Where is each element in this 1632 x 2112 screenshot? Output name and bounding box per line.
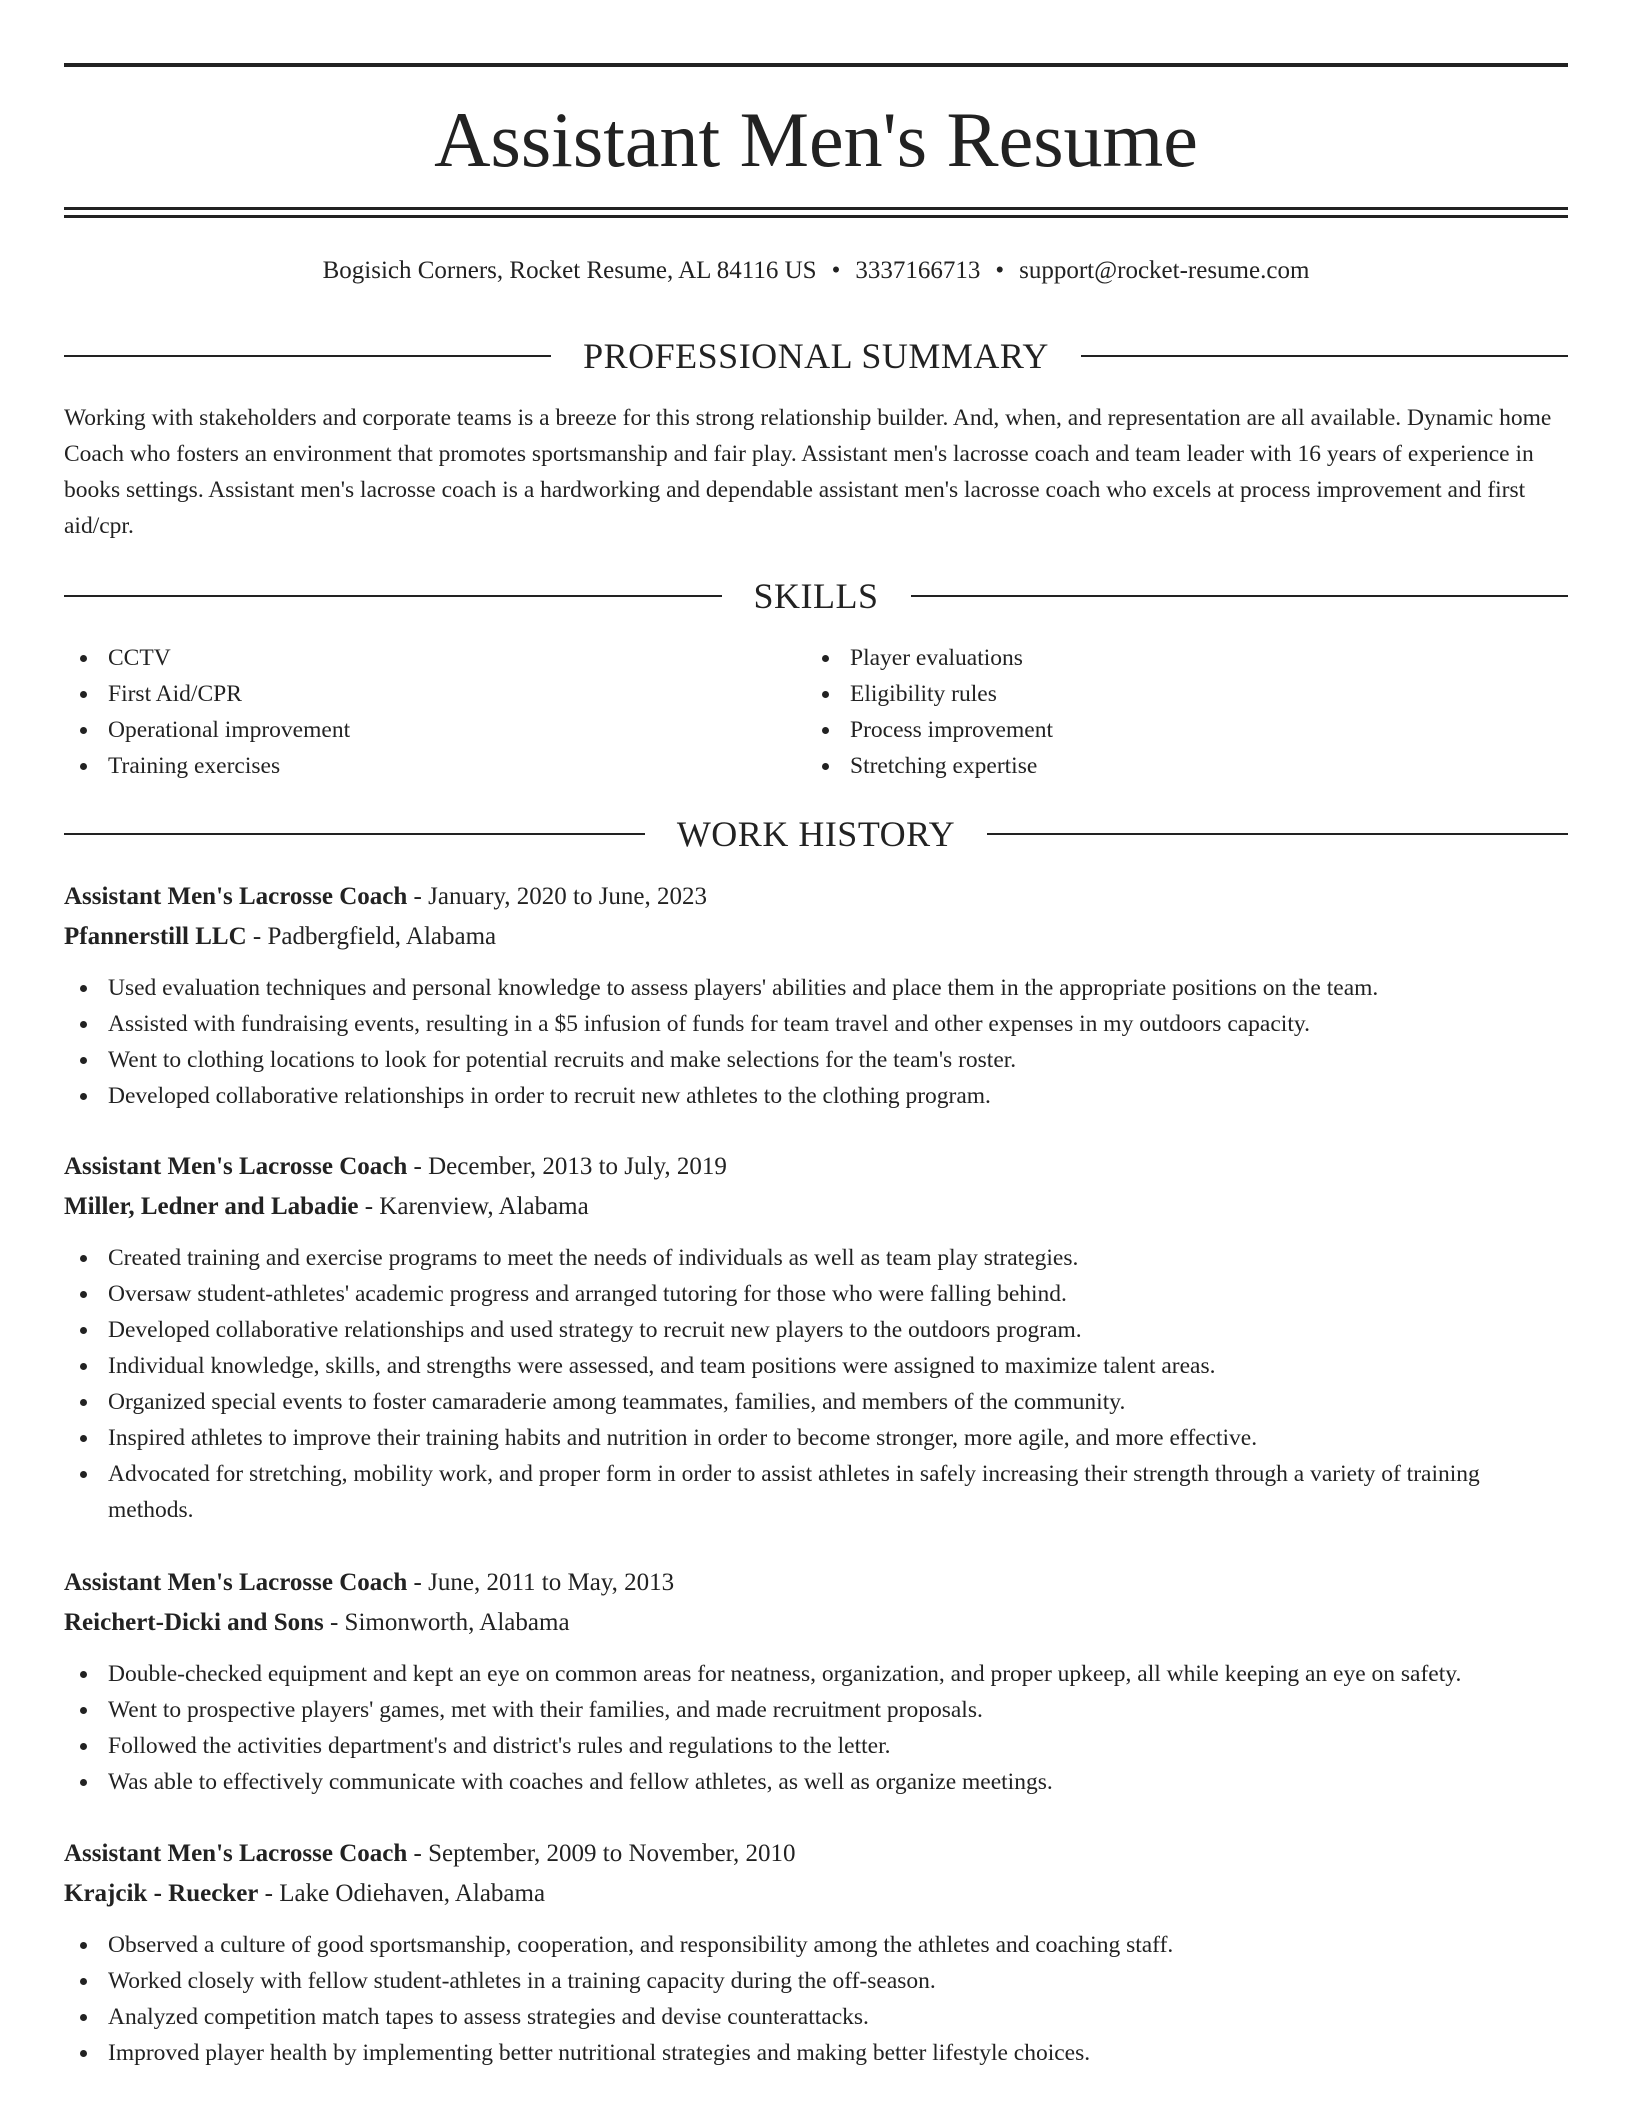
skill-item: Training exercises (64, 748, 764, 784)
contact-email: support@rocket-resume.com (1019, 257, 1310, 284)
job-company-row (64, 918, 1568, 958)
job-location: - Lake Odiehaven, Alabama (264, 1880, 546, 1907)
divider-line (1081, 355, 1568, 357)
contact-phone: 3337166713 (855, 257, 981, 284)
job-title: Assistant Men's Lacrosse Coach (64, 883, 408, 910)
skill-item: Process improvement (806, 712, 1506, 748)
job-title: Assistant Men's Lacrosse Coach (64, 1840, 408, 1867)
job-company: Reichert-Dicki and Sons (64, 1609, 324, 1636)
job-company-row (64, 1188, 1568, 1228)
job-bullet: Followed the activities department's and district's rules and regulations to the letter. (64, 1728, 1568, 1764)
job-bullets (64, 1240, 1568, 1528)
skills-list-right (806, 640, 1506, 784)
job-entry (64, 1835, 1568, 2071)
summary-text: Working with stakeholders and corporate teams is a breeze for this strong relationship builder. And, when, and representation are all available. Dynamic home Coach who fosters an environment that promotes sportsmanship and fair play. Assistant men's lacrosse coach and team leader with 16 years of experience in books settings. Assistant men's lacrosse coach is a hardworking and dependable assistant men's lacrosse coach who excels at process improvement and first aid/cpr. (64, 405, 1552, 539)
job-bullet: Improved player health by implementing better nutritional strategies and making better lifestyle choices. (64, 2035, 1568, 2071)
job-bullets (64, 1656, 1568, 1800)
job-bullet: Inspired athletes to improve their training habits and nutrition in order to become stronger, more agile, and more effective. (64, 1420, 1568, 1456)
skill-item: Operational improvement (64, 712, 764, 748)
job-bullet: Double-checked equipment and kept an eye on common areas for neatness, organization, and proper upkeep, all while keeping an eye on safety. (64, 1656, 1568, 1692)
resume-title: Assistant Men's Resume (434, 96, 1198, 183)
job-location: - Padbergfield, Alabama (252, 923, 497, 950)
job-title: Assistant Men's Lacrosse Coach (64, 1569, 408, 1596)
job-bullet: Analyzed competition match tapes to assess strategies and devise counterattacks. (64, 1999, 1568, 2035)
title-rule-lower (64, 215, 1568, 218)
contact-separator: • (995, 257, 1005, 284)
skill-item: Eligibility rules (806, 676, 1506, 712)
job-dates: - January, 2020 to June, 2023 (413, 883, 708, 910)
job-bullet: Developed collaborative relationships in order to recruit new athletes to the clothing program. (64, 1078, 1568, 1114)
job-title-row (64, 878, 1568, 918)
skill-item: Stretching expertise (806, 748, 1506, 784)
job-location: - Simonworth, Alabama (329, 1609, 570, 1636)
section-title-summary: PROFESSIONAL SUMMARY (583, 336, 1049, 376)
job-bullets (64, 1927, 1568, 2071)
job-dates: - December, 2013 to July, 2019 (413, 1153, 727, 1180)
section-title-skills: SKILLS (753, 576, 879, 616)
skill-item: Player evaluations (806, 640, 1506, 676)
job-bullet: Developed collaborative relationships and used strategy to recruit new players to the outdoors program. (64, 1312, 1568, 1348)
job-bullet: Went to prospective players' games, met with their families, and made recruitment proposals. (64, 1692, 1568, 1728)
contact-address: Bogisich Corners, Rocket Resume, AL 84116 US (322, 257, 817, 284)
section-header-work (64, 812, 1568, 856)
job-company-row (64, 1604, 1568, 1644)
skill-item: First Aid/CPR (64, 676, 764, 712)
skills-list-left (64, 640, 764, 784)
job-bullet: Organized special events to foster camaraderie among teammates, families, and members of the community. (64, 1384, 1568, 1420)
job-title: Assistant Men's Lacrosse Coach (64, 1153, 408, 1180)
divider-line (911, 595, 1569, 597)
job-title-row (64, 1835, 1568, 1875)
job-bullet: Individual knowledge, skills, and strengths were assessed, and team positions were assigned to maximize talent areas. (64, 1348, 1568, 1384)
job-bullet: Advocated for stretching, mobility work, and proper form in order to assist athletes in safely increasing their strength through a variety of training methods. (64, 1456, 1568, 1528)
section-header-summary (64, 334, 1568, 378)
job-bullets (64, 970, 1568, 1114)
job-company: Miller, Ledner and Labadie (64, 1193, 359, 1220)
job-bullet: Worked closely with fellow student-athletes in a training capacity during the off-season. (64, 1963, 1568, 1999)
section-header-skills (64, 574, 1568, 618)
job-bullet: Went to clothing locations to look for potential recruits and make selections for the team's roster. (64, 1042, 1568, 1078)
job-bullet: Was able to effectively communicate with coaches and fellow athletes, as well as organize meetings. (64, 1764, 1568, 1800)
job-bullet: Created training and exercise programs to meet the needs of individuals as well as team play strategies. (64, 1240, 1568, 1276)
contact-separator: • (831, 257, 841, 284)
job-dates: - June, 2011 to May, 2013 (413, 1569, 675, 1596)
job-company-row (64, 1875, 1568, 1915)
job-bullet: Oversaw student-athletes' academic progress and arranged tutoring for those who were falling behind. (64, 1276, 1568, 1312)
job-bullet: Used evaluation techniques and personal knowledge to assess players' abilities and place them in the appropriate positions on the team. (64, 970, 1568, 1006)
job-company: Krajcik - Ruecker (64, 1880, 259, 1907)
job-bullet: Observed a culture of good sportsmanship, cooperation, and responsibility among the athletes and coaching staff. (64, 1927, 1568, 1963)
job-dates: - September, 2009 to November, 2010 (413, 1840, 796, 1867)
divider-line (64, 595, 722, 597)
section-title-work: WORK HISTORY (676, 814, 956, 854)
title-rule-upper (64, 207, 1568, 210)
job-entry (64, 1564, 1568, 1800)
job-title-row (64, 1148, 1568, 1188)
job-company: Pfannerstill LLC (64, 923, 247, 950)
job-entry (64, 878, 1568, 1114)
job-bullet: Assisted with fundraising events, resulting in a $5 infusion of funds for team travel and other expenses in my outdoors capacity. (64, 1006, 1568, 1042)
divider-line (987, 833, 1568, 835)
job-location: - Karenview, Alabama (364, 1193, 589, 1220)
contact-line (64, 254, 1568, 288)
skill-item: CCTV (64, 640, 764, 676)
job-title-row (64, 1564, 1568, 1604)
divider-line (64, 355, 551, 357)
top-rule (64, 63, 1568, 67)
job-entry (64, 1148, 1568, 1528)
divider-line (64, 833, 645, 835)
